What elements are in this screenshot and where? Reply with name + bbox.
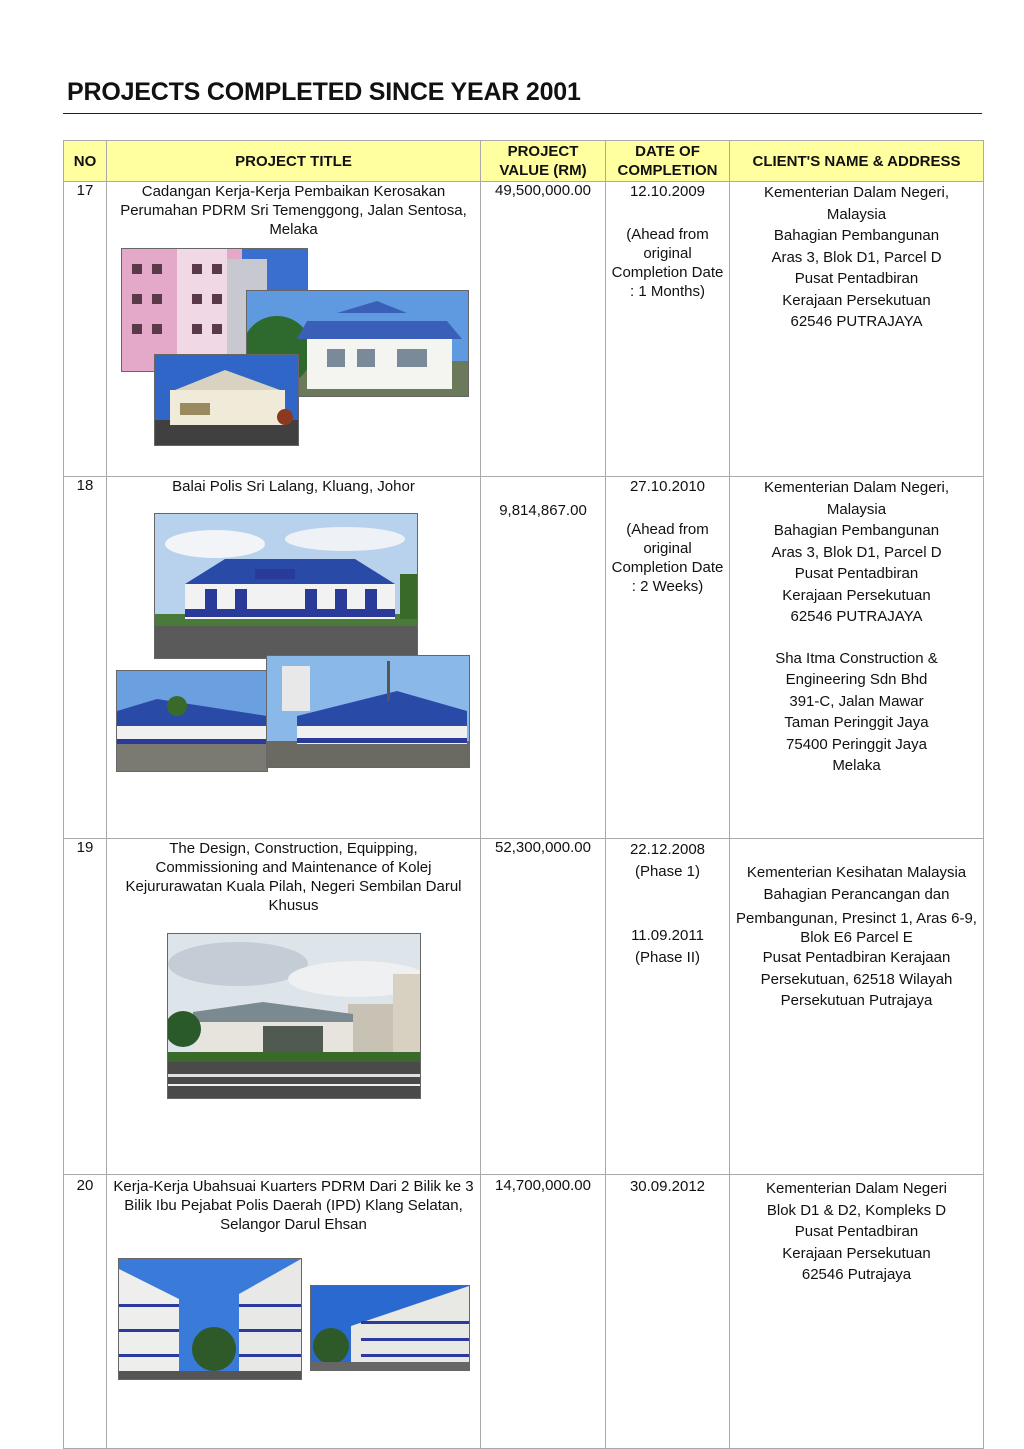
title-divider bbox=[63, 113, 982, 114]
column-header-value: PROJECT VALUE (RM) bbox=[481, 141, 606, 182]
table-header-row bbox=[64, 141, 984, 182]
table-row bbox=[64, 1175, 984, 1449]
client-address bbox=[730, 182, 984, 477]
project-photo-flats-left bbox=[118, 1258, 302, 1380]
client-line: 391-C, Jalan Mawar bbox=[789, 692, 924, 710]
page-title: PROJECTS COMPLETED SINCE YEAR 2001 bbox=[67, 78, 581, 106]
project-no: 17 bbox=[64, 182, 107, 477]
project-title: Balai Polis Sri Lalang, Kluang, Johor bbox=[172, 478, 415, 495]
client-line: Bahagian Perancangan dan bbox=[763, 885, 950, 903]
column-header-no: NO bbox=[64, 141, 107, 182]
column-header-title: PROJECT TITLE bbox=[107, 141, 481, 182]
project-photos bbox=[118, 248, 470, 450]
project-title-cell bbox=[107, 839, 481, 1175]
project-photos bbox=[116, 513, 472, 775]
project-no: 19 bbox=[64, 839, 107, 1175]
client-line: Kerajaan Persekutuan bbox=[782, 291, 931, 309]
completion-date: 12.10.2009 bbox=[629, 183, 706, 200]
project-title-cell bbox=[107, 477, 481, 839]
client-line: Pusat Pentadbiran bbox=[794, 270, 919, 287]
project-title-cell bbox=[107, 1175, 481, 1449]
project-title: Kerja-Kerja Ubahsuai Kuarters PDRM Dari 2 Bilik ke 3 Bilik Ibu Pejabat Polis Daerah (IPD) Klang Selatan, Selangor Darul Ehsan bbox=[113, 1178, 474, 1233]
project-value: 14,700,000.00 bbox=[481, 1175, 606, 1449]
client-line: Bahagian Pembangunan bbox=[773, 522, 940, 539]
table-row bbox=[64, 182, 984, 477]
project-photo-flats-right bbox=[310, 1285, 470, 1371]
client-line: Persekutuan, 62518 Wilayah bbox=[760, 970, 953, 988]
column-header-date: DATE OF COMPLETION bbox=[606, 141, 730, 182]
completion-date: 27.10.2010 bbox=[629, 478, 706, 495]
client-line: Sha Itma Construction & bbox=[775, 649, 938, 667]
client-line: Pusat Pentadbiran bbox=[794, 1223, 919, 1240]
project-date-cell bbox=[606, 1175, 730, 1449]
project-photo-college bbox=[167, 933, 421, 1099]
phase-label: (Phase II) bbox=[634, 949, 701, 966]
project-date-cell bbox=[606, 477, 730, 839]
project-photos bbox=[116, 1258, 472, 1382]
completion-note: (Ahead from original Completion Date : 1 Months) bbox=[611, 226, 724, 300]
client-line: Kementerian Dalam Negeri, Malaysia bbox=[763, 479, 950, 518]
client-line: 62546 Putrajaya bbox=[801, 1266, 912, 1283]
client-address bbox=[730, 477, 984, 839]
client-line: Blok D1 & D2, Kompleks D bbox=[766, 1201, 947, 1219]
client-line: Kementerian Dalam Negeri bbox=[766, 1180, 947, 1197]
client-address bbox=[730, 839, 984, 1175]
project-title-cell bbox=[107, 182, 481, 477]
client-line: Kementerian Dalam Negeri, Malaysia bbox=[763, 184, 950, 223]
column-header-client: CLIENT'S NAME & ADDRESS bbox=[730, 141, 984, 182]
client-line: Persekutuan Putrajaya bbox=[780, 992, 933, 1009]
completion-date-phase-2: 11.09.2011 bbox=[631, 927, 704, 944]
project-date-cell bbox=[606, 839, 730, 1175]
client-line: Melaka bbox=[832, 757, 881, 774]
client-line: Kementerian Kesihatan Malaysia bbox=[746, 864, 967, 881]
client-line: Aras 3, Blok D1, Parcel D bbox=[771, 543, 942, 561]
project-photo-quarters-right bbox=[266, 655, 470, 768]
completion-date: 30.09.2012 bbox=[629, 1178, 706, 1195]
completion-date: 22.12.2008 bbox=[629, 841, 706, 858]
completion-note: (Ahead from original Completion Date : 2 Weeks) bbox=[611, 521, 724, 595]
client-line: Pusat Pentadbiran Kerajaan bbox=[762, 949, 951, 966]
project-no: 20 bbox=[64, 1175, 107, 1449]
table-row bbox=[64, 477, 984, 839]
client-line: Pusat Pentadbiran bbox=[794, 565, 919, 582]
client-line: Bahagian Pembangunan bbox=[773, 227, 940, 244]
project-value: 52,300,000.00 bbox=[481, 839, 606, 1175]
client-line: 62546 PUTRAJAYA bbox=[790, 608, 923, 625]
projects-table bbox=[63, 140, 984, 1449]
project-title: Cadangan Kerja-Kerja Pembaikan Kerosakan Perumahan PDRM Sri Temenggong, Jalan Sentosa, Melaka bbox=[120, 183, 467, 238]
client-line: Engineering Sdn Bhd bbox=[785, 671, 928, 688]
table-row bbox=[64, 839, 984, 1175]
project-photos bbox=[167, 933, 421, 1099]
client-address bbox=[730, 1175, 984, 1449]
project-photo-police-station bbox=[154, 513, 418, 659]
client-line: Aras 3, Blok D1, Parcel D bbox=[771, 248, 942, 266]
client-line: Kerajaan Persekutuan bbox=[782, 1244, 931, 1262]
project-value: 49,500,000.00 bbox=[481, 182, 606, 477]
project-date-cell bbox=[606, 182, 730, 477]
project-photo-quarters-left bbox=[116, 670, 268, 772]
project-value: 9,814,867.00 bbox=[481, 477, 606, 839]
client-line: Taman Peringgit Jaya bbox=[784, 714, 929, 731]
client-line: 62546 PUTRAJAYA bbox=[790, 313, 923, 330]
project-no: 18 bbox=[64, 477, 107, 839]
phase-label: (Phase 1) bbox=[634, 863, 701, 880]
project-photo-hall bbox=[154, 354, 299, 446]
client-line: Pembangunan, Presinct 1, Aras 6-9, Blok E6 Parcel E bbox=[736, 910, 977, 946]
project-title: The Design, Construction, Equipping, Commissioning and Maintenance of Kolej Kejururawatan Kuala Pilah, Negeri Sembilan Darul Khusus bbox=[125, 840, 462, 914]
client-line: Kerajaan Persekutuan bbox=[782, 586, 931, 604]
client-line: 75400 Peringgit Jaya bbox=[786, 735, 927, 753]
